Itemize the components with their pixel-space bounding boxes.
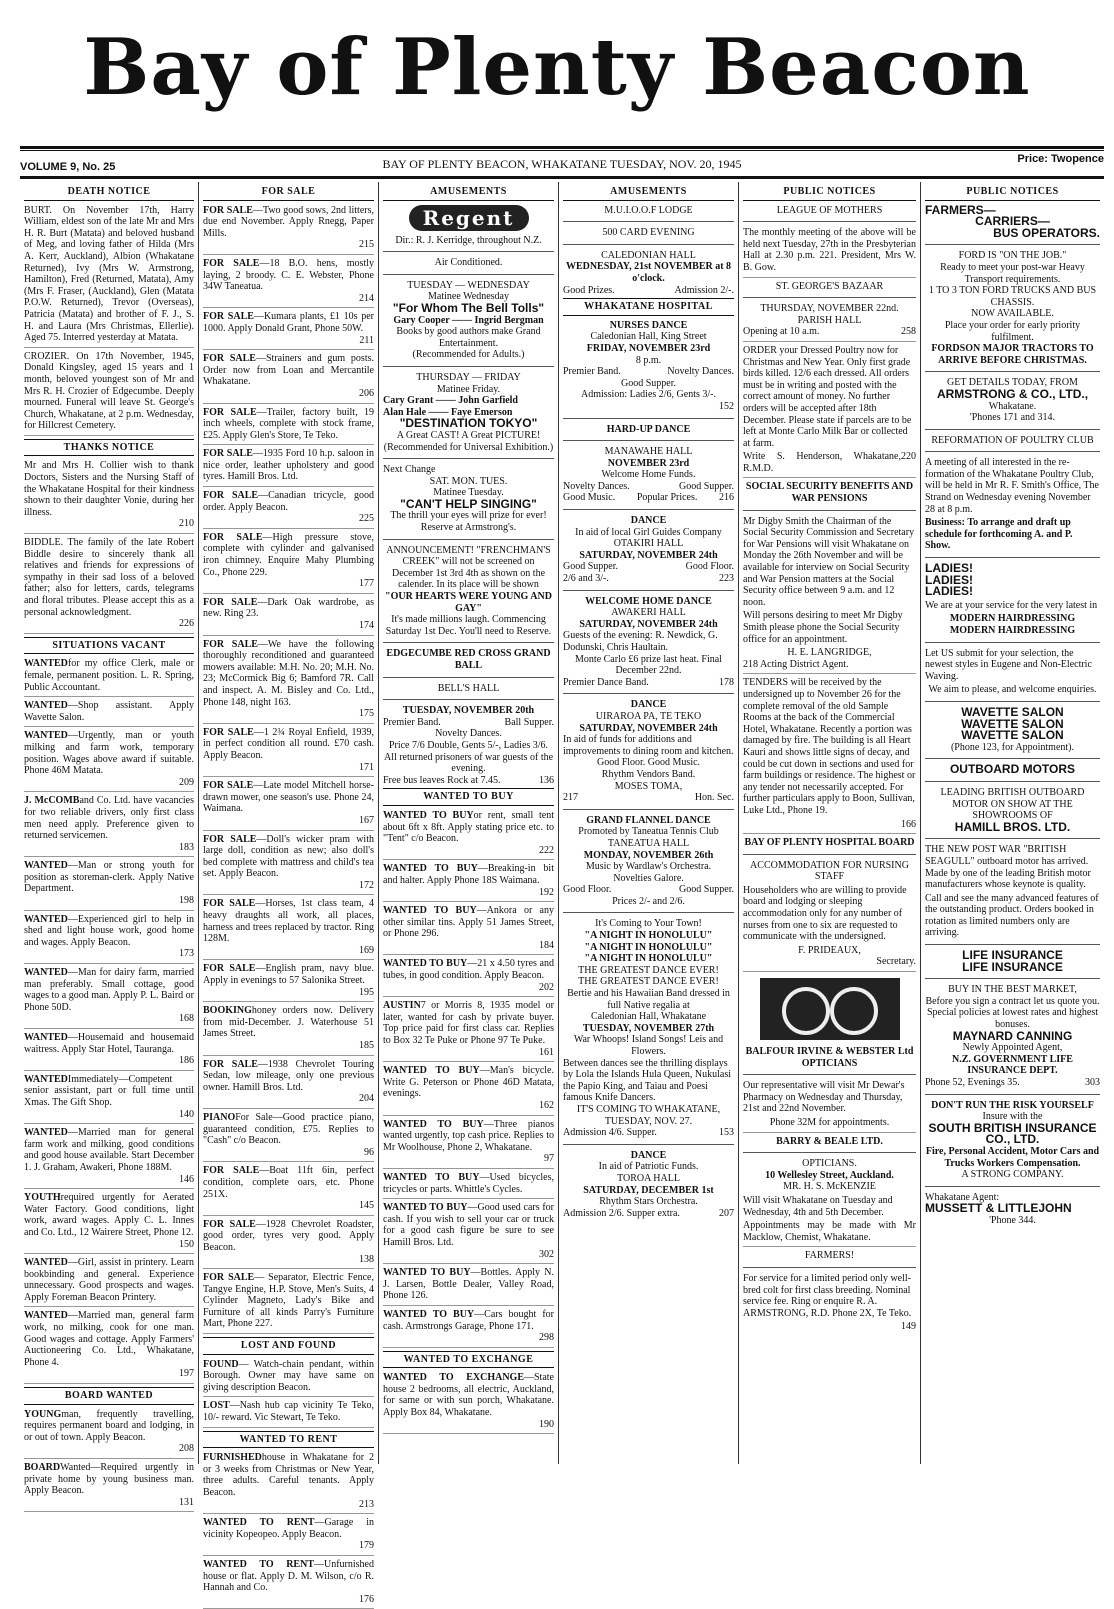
wanted-to-buy-ad: WANTED TO BUY—Bottles. Apply N. J. Larsen, Bottle Dealer, Valley Road, Phone 126. [383,1267,554,1306]
ford-trucks: 1 TO 3 TON FORD TRUCKS AND BUS CHASSIS. [928,285,1097,308]
for-sale-ad: FOR SALE—Trailer, factory built, 19 inch wheels, complete with stock frame, £25. Apply Glen's Store, Te Teko. [203,407,374,446]
thanks-notice-heading: THANKS NOTICE [24,439,194,457]
farmers-no: 149 [901,1321,916,1333]
tue-wed: TUESDAY — WEDNESDAY [407,279,530,291]
column-3 [378,182,558,1464]
toroa-admission-row: Admission 2/6. Supper extra. 207 [563,1207,734,1219]
card-evening: 500 CARD EVENING [602,227,695,239]
nurses-admission: Admission: Ladies 2/6, Gents 3/-. [581,389,716,401]
wavette-salon-3: WAVETTE SALON [961,728,1064,743]
film-1-rec: (Recommended for Adults.) [412,349,525,361]
toroa-date: SATURDAY, DECEMBER 1st [583,1184,714,1196]
for-sale-ad: FOR SALE—Boat 11ft 6in, perfect condition, complete oars, etc. Phone 251X. 145 [203,1165,374,1215]
social-security-text-2: Will persons desiring to meet Mr Digby Smith please phone the Social Security office for an appointment. [743,610,903,645]
parish-open-row: Opening at 10 a.m. 258 [743,326,916,342]
balfour-opticians: OPTICIANS [801,1057,858,1069]
classified-ad: J. McCOMBand Co. Ltd. have vacancies for two reliable drivers, only first class men need apply. Preference given to returned servicemen. 183 [24,795,194,857]
ford-on-job: FORD IS "ON THE JOB." [958,250,1067,262]
honolulu-2: "A NIGHT IN HONOLULU" [584,941,713,953]
lost-found-heading: LOST AND FOUND [203,1337,374,1355]
outboard-motors: OUTBOARD MOTORS [949,762,1076,777]
death-notice-crozier: CROZIER. On 17th November, 1945, Donald Kingsley, aged 15 years and 1 month, beloved youngest son of Mr and Mrs R. H. Crozier of Edgecumbe. Deeply mourned. Funeral will leave St. George's Church, Whakatane, at 2 p.m. Wednesday, for Hillcrest Cemetery. [24,351,194,436]
wanted-to-buy-ad: AUSTIN7 or Morris 8, 1935 model or later, wanted for cash by private buyer. Top price paid for first class car. Replies to Box 32 Te Puke or Phone 97 Te Puke. 161 [383,1000,554,1062]
guides-note: In aid of local Girl Guides Company [575,526,722,538]
uiraroa-sec-row: 217 Hon. Sec. [563,792,734,804]
hard-up-funds: Welcome Home Funds. [601,469,696,481]
film-3-title: "CAN'T HELP SINGING" [400,496,537,511]
classified-ad: YOUTHrequired urgently for Aerated Water Factory. Good conditions, light work, award wages. Apply C. L. Innes and Co. Ltd., 12 Wairere Street, Phone 12. 150 [24,1192,194,1254]
accommodation-heading: ACCOMMODATION FOR NURSING STAFF [750,859,909,883]
muiof-lodge: M.U.I.O.O.F LODGE [604,204,693,216]
board-ad: BOARDWanted—Required urgently in private home by young business man. Apply Beacon. 131 [24,1462,194,1512]
price: Price: Twopence [1017,153,1104,165]
masthead-rule-thin [20,150,1104,151]
otakiri-date: SATURDAY, NOVEMBER 24th [579,549,718,561]
bells-hall: BELL'S HALL [437,682,500,694]
column-1 [20,182,198,1508]
red-cross-novelty: Novelty Dances. [435,728,502,740]
poultry-club-text-2: Business: To arrange and draft up schedule for forthcoming A. and P. Show. [925,517,1073,552]
armstrong-town: Whakatane. [988,400,1037,412]
nurses-supper: Good Supper. [621,377,676,389]
between-dances: Between dances see the thrilling displays by Lola the Islands Hula Queen, Nukulasi the Papio King, and Taiau and Poesi famous Knife Dancers. [563,1057,732,1104]
st-georges-bazaar: ST. GEORGE'S BAZAAR [775,280,884,292]
insure-with: Insure with the [982,1111,1043,1123]
toroa-orchestra: Rhythm Stars Orchestra. [599,1196,698,1208]
wanted-to-rent-heading: WANTED TO RENT [203,1431,374,1449]
film-4-title: "OUR HEARTS WERE YOUNG AND GAY" [385,591,552,614]
thu-fri: THURSDAY — FRIDAY [416,371,521,383]
uiraroa-band: Rhythm Vendors Band. [601,768,696,780]
muiof-prizes-row: Good Prizes. Admission 2/-. [563,284,734,296]
modern-hairdressing-2: MODERN HAIRDRESSING [949,625,1076,636]
carriers-ad: CARRIERS— [975,214,1050,229]
welcome-home-dance: WELCOME HOME DANCE [585,595,712,607]
nurses-time: 8 p.m. [635,354,662,366]
film-2-title: "DESTINATION TOKYO" [399,416,538,431]
caledonian-hall: CALEDONIAN HALL [601,249,696,261]
coming-date: IT'S COMING TO WHAKATANE, TUESDAY, NOV. 27. [576,1103,721,1127]
wavette-salon-2: WAVETTE SALON [961,716,1064,731]
special-policies: Special policies at lowest rates and highest bonuses. [926,1007,1099,1031]
red-cross-title: EDGECUMBE RED CROSS GRAND BALL [386,648,551,671]
war-whoops: War Whoops! Island Songs! Leis and Flowers. [573,1034,724,1057]
honolulu-coming: It's Coming to Your Town! [595,918,702,930]
masthead-rule [20,146,1104,149]
south-british: SOUTH BRITISH INSURANCE CO., LTD. [928,1120,1097,1147]
for-sale-ad: FOR SALE—Kumara plants, £1 10s per 1000. Apply Donald Grant, Phone 50W. 211 [203,311,374,350]
classified-ad: WANTED—Housemaid and housemaid waitress. Apply Star Hotel, Tauranga. 186 [24,1032,194,1071]
film-3-desc: The thrill your eyes will prize for ever! [390,510,547,522]
dance-heading-3: DANCE [630,1149,667,1161]
classified-ad: WANTED—Married man, general farm work, no milking, cook for one man. Good wages and cottage. Apply Farmers' Auctioneering Co. Ltd., Whakatane, Phone 4. 197 [24,1310,194,1384]
for-sale-ad: FOR SALE—1938 Chevrolet Touring Sedan, low mileage, only one previous owner. Hamill Bros. Ltd. 204 [203,1059,374,1109]
for-sale-ad: FOR SALE—Canadian tricycle, good order. Apply Beacon. 225 [203,490,374,529]
nurses-dance: NURSES DANCE [609,319,688,331]
balfour-text: Our representative will visit Mr Dewar's Pharmacy on Wednesday and Thursday, 21st and 22nd November. [743,1080,905,1115]
volume-number: VOLUME 9, No. 25 [20,161,116,173]
hamill-bros: HAMILL BROS. LTD. [954,819,1071,834]
red-cross-price: Price 7/6 Double, Gents 5/-, Ladies 3/6. [388,739,549,751]
next-change: Next Change [383,464,436,476]
for-sale-ad: FOR SALE—Late model Mitchell horse-drawn mower, one season's use. Phone 24, Waimana. 167 [203,780,374,830]
for-sale-ad: FOR SALE—1 2¾ Royal Enfield, 1939, in perfect condition all round. £70 cash. Apply Beacon. 171 [203,727,374,777]
wanted-to-buy-ad: WANTED TO BUY—Good used cars for cash. If you wish to sell your car or truck for a good cash figure be sure to see Hamill Bros. Ltd. 302 [383,1202,554,1264]
for-sale-ad: FOR SALE—18 B.O. hens, mostly laying, 2 broody. C. E. Webster, Phone 34W Taneatua. 214 [203,258,374,308]
league-of-mothers: LEAGUE OF MOTHERS [776,204,883,216]
classified-ad: WANTEDImmediately—Competent senior assistant, part or full time until Xmas. The Gift Shop. 140 [24,1074,194,1124]
for-sale-ad: FOR SALE—Strainers and gum posts. Order now from Loan and Mercantile Whakatane. 206 [203,353,374,403]
manawahe-hall: MANAWAHE HALL [604,446,693,458]
dateline: BAY OF PLENTY BEACON, WHAKATANE TUESDAY, NOV. 20, 1945 [382,157,742,171]
awakeri-guests: Guests of the evening: R. Newdick, G. Dodunski, Chris Haultain. [563,630,718,653]
wavette-phone: (Phone 123, for Appointment). [950,741,1075,753]
before-contract: Before you sign a contract let us quote you. [925,995,1100,1007]
accommodation-text: Householders who are willing to provide board and lodging or sleeping accommodation only for any number of nurses from one to six are requested to communicate with the undersigned. [743,884,907,943]
langridge-title: 218 Acting District Agent. [743,659,916,675]
air-conditioned: Air Conditioned. [434,257,503,269]
dance-heading: DANCE [630,515,667,527]
langridge-signature: H. E. LANGRIDGE, [787,647,872,659]
life-insurance-1: LIFE INSURANCE [962,948,1063,963]
govt-phone-row: Phone 52, Evenings 35. 303 [925,1077,1100,1088]
life-insurance-2: LIFE INSURANCE [962,959,1063,974]
poultry-club-text: A meeting of all interested in the re-formation of the Whakatane Poultry Club, will be held in Mr R. F. Smith's Office, The Strand on Wednesday evening November 28 at 8 p.m. [925,457,1099,515]
caledonian-hall-2: Caledonian Hall, Whakatane [590,1011,707,1023]
uiraroa-aid: In aid of funds for additions and improvements to dining room and kitchen. [563,734,734,757]
wanted-to-buy-ad: WANTED TO BUYor rent, small tent about 6ft x 8ft. Apply stating price etc. to "Tent" c/o Beacon. 222 [383,810,554,860]
red-cross-band-row: Premier Band. Ball Supper. [383,716,554,728]
uiraroa-floor: Good Floor. Good Music. [596,757,701,769]
hairdressing-submit: Let US submit for your selection, the newest styles in Eugene and Non-Electric Waving. [925,647,1092,682]
for-sale-ad: FOR SALE—Doll's wicker pram with large doll, condition as new; also doll's bed complete with mattress and child's tea set. Apply Beacon. 172 [203,834,374,896]
classified-ad: WANTED—Man or strong youth for position as storeman-clerk. Apply Native Department. 198 [24,860,194,910]
farmers-text: For service for a limited period only well-bred colt for first class breeding. Nominal service fee. Ring or enquire R. A. ARMSTRONG, R.D. Phone 2X, Te Teko. [743,1272,912,1319]
announcement: ANNOUNCEMENT! "FRENCHMAN'S CREEK" will not be screened on December 1st 3rd 4th as shown on the calender. In its place will be shown [386,544,551,591]
toroa-hall: TOROA HALL [617,1172,680,1184]
classified-ad: WANTED—Girl, assist in printery. Learn bookbinding and general. Experience unnecessary. Good prospects and wages. Apply Foreman Beacon Printery. [24,1257,194,1307]
for-sale-ad: FOR SALE— Separator, Electric Fence, Tangye Engine, H.P. Stove, Men's Suits, 4 Cylinder Magneto, Lady's Bike and Furniture of all kinds Parry's Furniture Mart, Phone 227. [203,1272,374,1334]
uiraroa-pa: UIRAROA PA, TE TEKO [595,710,702,722]
hospital-board-heading: BAY OF PLENTY HOSPITAL BOARD [744,837,915,849]
ladies-2: LADIES! [925,572,973,587]
armstrong-co: ARMSTRONG & CO., LTD., [936,386,1089,401]
order-write-row: Write S. Henderson, Whakatane, R.M.D. 220 [743,451,916,478]
greatest-1: THE GREATEST DANCE EVER! [578,964,719,976]
farmers-heading: FARMERS! [804,1250,855,1262]
classified-ad: WANTED—Experienced girl to help in shed and light house work, good home and wages. Apply Beacon. 173 [24,914,194,964]
wanted-to-rent-list [203,1452,374,1609]
for-sale-ad: FOR SALE—1928 Chevrolet Roadster, good order, tyres very good. Apply Beacon. 138 [203,1219,374,1269]
taneatua-date: MONDAY, NOVEMBER 26th [583,849,714,861]
thanks-collier: Mr and Mrs H. Collier wish to thank Doctors, Sisters and the Nursing Staff of the Whakatane Hospital for their kindness shown to their daughter Vonie, during her illness. 210 [24,460,194,534]
balfour-optician-logo [760,978,900,1040]
tenders-no: 166 [743,819,916,835]
awakeri-hall: AWAKERI HALL [611,607,686,619]
wanted-to-buy-ad: WANTED TO BUY—Used bicycles, tricycles or parts. Whittle's Cycles. [383,1172,554,1199]
parish-hall: PARISH HALL [797,314,862,326]
wavette-salon-1: WAVETTE SALON [961,704,1064,719]
flannel-promoted: Promoted by Taneatua Tennis Club [578,826,719,838]
grand-flannel-dance: GRAND FLANNEL DANCE [586,814,711,826]
column-6 [920,182,1104,1464]
film-1-title: "For Whom The Bell Tolls" [392,300,545,315]
fire-accident: Fire, Personal Accident, Motor Cars and Trucks Workers Compensation. [925,1145,1100,1169]
bertie-band: Bertie and his Hawaiian Band dressed in full Native regalia at [567,988,730,1011]
red-cross-pow: All returned prisoners of war guests of the evening. [383,751,554,775]
mothers-text: The monthly meeting of the above will be held next Tuesday, 27th in the Presbyterian Hall at 2.30 p.m. 221. President, Mrs W. B. Gow. [743,227,916,277]
nurses-band-row: Premier Band. Novelty Dances. [563,366,734,378]
greatest-2: THE GREATEST DANCE EVER! [578,976,719,988]
now-available: NOW AVAILABLE. [971,308,1054,320]
hard-up-row-2: Good Music. Popular Prices. 216 [563,492,734,504]
masthead [0,0,1114,135]
bazaar-date: THURSDAY, NOVEMBER 22nd. [760,303,899,315]
classified-ad: WANTED—Man for dairy farm, married man preferably. Small cottage, good wages to a good man. Apply P. L. Baird or Phone 50D. 168 [24,967,194,1029]
wanted-to-buy-ad: WANTED TO BUY—Breaking-in bit and halter. Apply Phone 18S Waimana. 192 [383,863,554,902]
hard-up-dance: HARD-UP DANCE [606,423,691,435]
uiraroa-secretary: MOSES TOMA, [614,780,683,792]
awakeri-date: SATURDAY, NOVEMBER 24th [579,618,718,630]
balfour-phone: Phone 32M for appointments. [743,1117,916,1133]
for-sale-ad: FOR SALE—Two good sows, 2nd litters, due end November. Apply Rnegg, Paper Mills. 215 [203,205,374,255]
lost-found-ad: LOST—Nash hub cap vicinity Te Teko, 10/- reward. Vic Stewart, Te Teko. [203,1400,374,1427]
buy-best-market: BUY IN THE BEST MARKET, [948,984,1077,996]
order-poultry: ORDER your Dressed Poultry now for Christmas and New Year. Only first grade birds killed. 12/6 each dressed. All orders must be in writing and posted with the correct amount of money. No further orders will be accepted after 18th December. Please state if parcels are to be left at Monte Carlo Milk Bar or collected at farm. [743,344,912,449]
place-order: Place your order for early priority fulfilment. [944,319,1081,343]
wanted-to-rent-ad: WANTED TO RENT—Garage in vicinity Kopeopeo. Apply Beacon. 179 [203,1517,374,1556]
otakiri-price-row: 2/6 and 3/-. 223 [563,573,734,585]
tenders-notice: TENDERS will be received by the undersigned up to November 26 for the complete removal of the old Sample Rooms at the back of the Commercial Hotel, Whakatane. Recently a portion was damaged by fire. The building is all Heart Kauri and shows little signs of decay, and could be cut down in sections and used for farm buildings or residence. The highest or any tender not necessarily accepted. For further particulars apply to Boon, Sullivan, Luke Ltd., Phone 19. [743,677,916,816]
honolulu-1: "A NIGHT IN HONOLULU" [584,930,713,942]
get-details: GET DETAILS TODAY, FROM [947,377,1078,389]
classified-ad: WANTEDfor my office Clerk, male or female, permanent position. L. R. Spring, Public Accountant. [24,658,194,697]
for-sale-ad: FOR SALE—Dark Oak wardrobe, as new. Ring 23. 174 [203,597,374,636]
whakatane-hospital-heading: WHAKATANE HOSPITAL [563,298,734,316]
for-sale-ad: FOR SALE—High pressure stove, complete with cylinder and galvanised iron chimney. Enquire Mahy Plumbing Co., Phone 229. 177 [203,532,374,594]
wanted-to-exchange-heading: WANTED TO EXCHANGE [383,1351,554,1369]
prideaux-signature: F. PRIDEAUX, [798,944,861,956]
honolulu-date: TUESDAY, NOVEMBER 27th [582,1022,715,1034]
mckenzie-name: MR. H. S. McKENZIE [783,1181,876,1193]
strong-company: A STRONG COMPANY. [961,1169,1064,1181]
social-security-text: Mr Digby Smith the Chairman of the Social Security Commission and Secretary for War Pensions will visit Whakatane on Monday the 26th November and will be available for interview on Social Security and War Pension matters at the Social Security office between 9 a.m. and 12 noon. [743,515,915,608]
for-sale-ad: FOR SALE—English pram, navy blue. Apply in evenings to 57 Salonika Street. 195 [203,963,374,1002]
uiraroa-date: SATURDAY, NOVEMBER 24th [579,722,718,734]
taneatua-music: Music by Wardlaw's Orchestra. [585,861,712,873]
wanted-to-rent-ad: WANTED TO RENT—Unfurnished house or flat. Apply D. M. Wilson, c/o R. Hannah and Co. 176 [203,1559,374,1609]
barry-opticians: OPTICIANS. [802,1158,857,1170]
red-cross-bus-row: Free bus leaves Rock at 7.45. 136 [383,774,554,786]
mussett-phone: 'Phone 344. [989,1214,1036,1226]
for-sale-list [203,205,374,1334]
patriotic-funds: In aid of Patriotic Funds. [598,1161,699,1173]
public-notices-heading: PUBLIC NOTICES [743,184,916,201]
board-ad: YOUNGman, frequently travelling, requires permanent board and lodging, in or out of town. Apply Beacon. 208 [24,1409,194,1459]
taneatua-novelties: Novelties Galore. [613,872,684,884]
thanks-biddle: BIDDLE. The family of the late Robert Biddle desire to sincerely thank all relatives and friends for expressions of sympathy in their sad loss of a beloved father; also for letters, cards, telegrams and floral tributes. Please accept this as a personal acknowledgment. 226 [24,537,194,634]
regent-logo: Regent [409,205,529,231]
film-2-desc: A Great CAST! A Great PICTURE! [396,429,541,441]
situations-vacant-heading: SITUATIONS VACANT [24,637,194,655]
public-notices-heading-2: PUBLIC NOTICES [925,184,1100,201]
honolulu-admission-row: Admission 4/6. Supper. 153 [563,1127,734,1139]
for-sale-ad: FOR SALE—We have the following thoroughly reconditioned and guaranteed mowers available: M.H. No. 20; M.H. No. 23; McCormick Big 6; Bamford 7R. Call and inspect. A. M. Bisley and Co. Ltd., Phone 148, night 163. 175 [203,639,374,724]
taneatua-prices: Prices 2/- and 2/6. [612,895,685,907]
death-notice-burt: BURT. On November 17th, Harry William, eldest son of the late Mr and Mrs H. R. Burt (Matata) and beloved husband of Meg, and loving father of Hilda (Mrs A. Kerr, Auckland), Albion (Whakatane Returned), Ivy (Mrs W. Armstrong, Hamilton), Fred (Returned, Matata), Amy (Mrs F. Fraser, (Auckland), Glen (Matata P.O.W. Returned), Trevor (Overseas), Patricia (Matata) and brother of F. J., S. H. and Laura (Mrs Christmas, Ellerlie). Aged 75. Interred yesterday at Matata. [24,205,194,348]
regent-director: Dir.: R. J. Kerridge, throughout N.Z. [395,234,542,246]
dont-run-risk: DON'T RUN THE RISK YOURSELF [931,1099,1094,1111]
otakiri-row: Good Supper. Good Floor. [563,561,734,573]
film-2-rec: (Recommended for Universal Exhibition.) [383,441,554,453]
social-security-heading: SOCIAL SECURITY BENEFITS AND WAR PENSIONS [745,481,914,505]
maynard-canning: MAYNARD CANNING [952,1028,1073,1043]
lost-found-ad: FOUND— Watch-chain pendant, within Borough. Owner may have same on giving description Beacon. [203,1359,374,1398]
wanted-to-buy-ad: WANTED TO BUY—Cars bought for cash. Armstrongs Garage, Phone 171. 298 [383,1309,554,1348]
newly-appointed: Newly Appointed Agent, [962,1042,1063,1054]
classified-ad: WANTED—Married man for general farm work and milking, good conditions and good house available. Start December 1. J. Graham, Awakeri, Phone 188M. 146 [24,1127,194,1189]
matinee-fri: Matinee Friday. [436,383,501,395]
column-5 [738,182,920,1464]
for-sale-heading: FOR SALE [203,184,374,201]
amusements-heading-2: AMUSEMENTS [563,184,734,201]
taneatua-hall: TANEATUA HALL [607,837,690,849]
mckenzie-text: Will visit Whakatane on Tuesday and Wednesday, 4th and 5th December. [743,1194,893,1218]
lost-found-list [203,1359,374,1428]
wanted-to-rent-ad: FURNISHEDhouse in Whakatane for 2 or 3 weeks from Christmas or New Year, three adults. Careful tenants. Apply Beacon. 213 [203,1452,374,1514]
nurses-hall: Caledonian Hall, King Street [590,331,707,343]
classified-ad: WANTED—Shop assistant. Apply Wavette Salon. [24,700,194,727]
british-seagull-2: Call and see the many advanced features of the outstanding product. Orders booked in rotation as limited numbers only are arriving. [925,892,1099,939]
armstrong-phones: 'Phones 171 and 314. [969,412,1056,424]
for-sale-ad: FOR SALE—1935 Ford 10 h.p. saloon in nice order, leather upholstery and good tyres. Hamill Bros. Ltd. [203,448,374,487]
nurses-date: FRIDAY, NOVEMBER 23rd [586,342,711,354]
ford-text: Ready to meet your post-war Heavy Transport requirements. [940,261,1085,285]
mussett-littlejohn: MUSSETT & LITTLEJOHN [925,1201,1072,1216]
hairdressing-service: We are at your service for the very latest in [925,599,1098,611]
film-2-cast-2: Alan Hale —— Faye Emerson [383,406,513,418]
wanted-to-buy-ad: WANTED TO BUY—21 x 4.50 tyres and tubes, in good condition. Apply Beacon. 202 [383,958,554,997]
info-bar [20,153,1104,175]
bus-operators-ad: BUS OPERATORS. [993,225,1100,240]
death-notice-heading: DEATH NOTICE [24,184,194,201]
taneatua-floor-row: Good Floor. Good Supper. [563,884,734,896]
film-2-cast-1: Cary Grant —— John Garfield [383,395,518,407]
exchange-item: WANTED TO EXCHANGE—State house 2 bedrooms, all electric, Auckland, for same or with sun porch, Whakatane. Apply Box 84, Whakatane. 190 [383,1372,554,1434]
poultry-club-heading: REFORMATION OF POULTRY CLUB [931,434,1094,446]
awakeri-band-row: Premier Dance Band. 178 [563,676,734,688]
wanted-to-buy-list [383,810,554,1348]
farmers-ad: FARMERS— [925,202,996,217]
for-sale-ad: PIANOFor Sale—Good practice piano, guaranteed condition, £75. Replies to "Cash" c/o Beacon. 96 [203,1112,374,1162]
awakeri-monte: Monte Carlo £6 prize last heat. Final December 22nd. [575,653,722,677]
columns [20,182,1104,1605]
hairdressing-aim: We aim to please, and welcome enquiries. [928,684,1097,696]
muiof-date: WEDNESDAY, 21st NOVEMBER at 8 o'clock. [565,261,732,284]
hard-up-date: NOVEMBER 23rd [607,457,690,469]
classified-ad: WANTED—Urgently, man or youth milking and farm work, temporary position. Wages above award if suitable. Phone 46M Matata. 209 [24,730,194,792]
amusements-heading: AMUSEMENTS [383,184,554,201]
column-2 [198,182,378,1605]
sat-mon-tue: SAT. MON. TUES. [429,475,508,487]
reserve-note: Reserve at Armstrong's. [420,522,517,534]
wanted-to-buy-heading: WANTED TO BUY [383,788,554,806]
header-rule [20,176,1104,179]
red-cross-date: TUESDAY, NOVEMBER 20th [402,705,535,717]
board-wanted-heading: BOARD WANTED [24,1387,194,1405]
ladies-3: LADIES! [925,584,973,599]
mckenzie-appointments: Appointments may be made with Mr Macklow, Chemist, Whakatane. [743,1220,916,1247]
leading-british: LEADING BRITISH OUTBOARD MOTOR ON SHOW AT THE SHOWROOMS OF [940,786,1085,822]
honolulu-3: "A NIGHT IN HONOLULU" [584,953,713,965]
dance-heading-2: DANCE [630,699,667,711]
fordson-tractors: FORDSON MAJOR TRACTORS TO ARRIVE BEFORE CHRISTMAS. [931,343,1094,366]
govt-life-insurance: N.Z. GOVERNMENT LIFE INSURANCE DEPT. [952,1053,1073,1077]
column-4 [558,182,738,1464]
whakatane-agent: Whakatane Agent: [925,1191,1000,1203]
masthead-title: Bay of Plenty Beacon [83,22,1031,113]
film-1-cast: Gary Cooper —— Ingrid Bergman [393,314,544,326]
for-sale-ad: BOOKINGhoney orders now. Delivery from mid-December. J. Waterhouse 51 James Street. 185 [203,1005,374,1055]
otakiri-hall: OTAKIRI HALL [613,538,684,550]
matinee-tue: Matinee Tuesday. [433,487,504,499]
prideaux-title: Secretary. [743,956,916,972]
nurses-no: 152 [719,400,734,412]
for-sale-ad: FOR SALE—Horses, 1st class team, 4 heavy draughts all work, all places, harness and trees replaced by tractor. Ring 128M. 169 [203,898,374,960]
board-list [24,1409,194,1513]
wanted-to-buy-ad: WANTED TO BUY—Man's bicycle. Write G. Peterson or Phone 46D Matata, evenings. 162 [383,1065,554,1115]
british-seagull: THE NEW POST WAR "BRITISH SEAGULL" outboard motor has arrived. Made by one of the leading British motor manufacturers whose keynote is quality. [925,844,1091,891]
hard-up-row-1: Novelty Dances. Good Supper. [563,480,734,492]
balfour-irvine-webster: BALFOUR IRVINE & WEBSTER Ltd [745,1046,914,1058]
film-4-desc: It's made millions laugh. Commencing Saturday 1st Dec. You'll need to Reserve. [385,614,552,637]
wanted-to-buy-ad: WANTED TO BUY—Ankora or any other similar tins. Apply 51 James Street, or Phone 296. 184 [383,905,554,955]
film-1-desc: Books by good authors make Grand Entertainment. [396,326,541,349]
ladies-1: LADIES! [925,561,973,576]
barry-address: 10 Wellesley Street, Auckland. [765,1169,894,1181]
modern-hairdressing-1: MODERN HAIRDRESSING [949,613,1076,625]
matinee-wed: Matinee Wednesday [428,291,509,303]
barry-beale: BARRY & BEALE LTD. [776,1135,883,1147]
situations-list [24,658,194,1384]
wanted-to-buy-ad: WANTED TO BUY—Three pianos wanted urgently, top cash price. Replies to Mr Woolhouse, Phone 2, Whakatane. 97 [383,1119,554,1169]
